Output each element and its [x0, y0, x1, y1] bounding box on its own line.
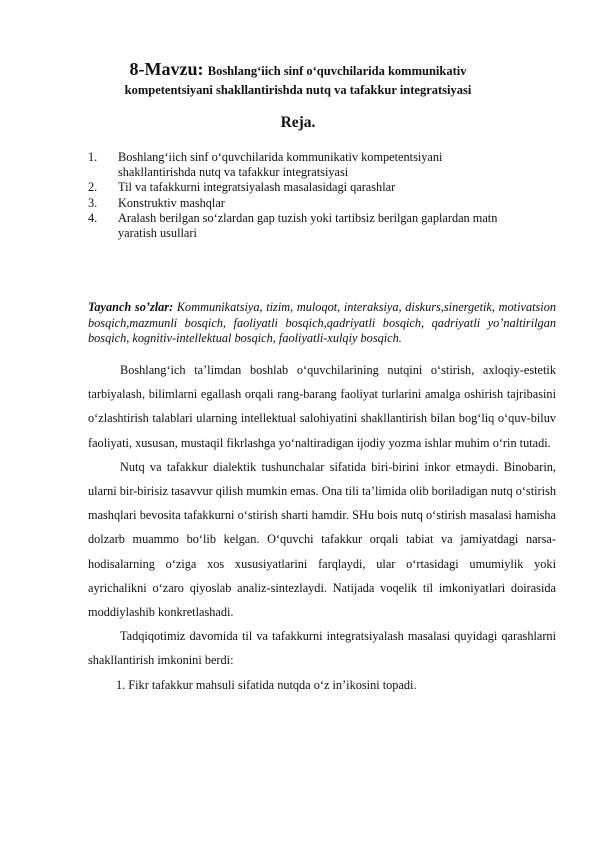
plan-item-text: Til va tafakkurni integratsiyalash masalasidagi qarashlar: [118, 180, 396, 195]
keywords-text: Kommunikatsiya, tizim, muloqot, interaksiya, diskurs,sinergetik, motivatsion bosqich,mazmunli bosqich, faoliyatli bosqich,qadriyatli bosqich, qadriyatli yo’naltirilgan bosqich, kognitiv-intellektual bosqich, faoliyatli-xulqiy bosqich.: [88, 300, 557, 345]
numbered-point: 1. Fikr tafakkur mahsuli sifatida nutqda o‘z in’ikosini topadi.: [116, 677, 417, 692]
plan-item-3: [88, 196, 558, 211]
plan-item-1: [88, 150, 558, 180]
plan-list: [88, 150, 558, 241]
keywords-label: Tayanch so’zlar:: [88, 300, 174, 314]
plan-item-text: yaratish usullari: [118, 226, 197, 241]
plan-item-number: 2.: [88, 180, 98, 195]
topic-number: 8-Mavzu:: [129, 59, 204, 79]
keywords-block: [88, 300, 556, 347]
paragraph: Boshlang‘ich ta’limdan boshlab o‘quvchilarining nutqini o‘stirish, axloqiy-estetik tarbiyalash, bilimlarni egallash orqali rang-barang faoliyat turlarini amalga oshirish tajribasini o‘zlashtirish talablari ularning intellektual salohiyatini shakllantirish bilan bog‘liq o‘quv-biluv faoliyati, xususan, mustaqil fikrlashga yo‘naltiradigan ijodiy yozma ishlar muhim o‘rin tutadi.: [88, 363, 556, 450]
plan-item-text: Aralash berilgan so‘zlardan gap tuzish yoki tartibsiz berilgan gaplardan matn: [118, 210, 498, 225]
plan-item-2: [88, 180, 558, 195]
title-line-1: Boshlang‘iich sinf o‘quvchilarida kommunikativ: [207, 64, 467, 78]
document-title: [80, 60, 516, 100]
paragraph: Tadqiqotimiz davomida til va tafakkurni integratsiyalash masalasi quyidagi qarashlarni shakllantirish imkonini berdi:: [88, 629, 556, 668]
plan-item-text: Konstruktiv mashqlar: [118, 195, 225, 210]
plan-item-4: [88, 211, 558, 241]
plan-item-text: shakllantirishda nutq va tafakkur integratsiyasi: [118, 165, 349, 180]
body-text: [88, 358, 556, 697]
plan-item-text: Boshlang‘iich sinf o‘quvchilarida kommunikativ kompetentsiyani: [118, 150, 443, 164]
title-line-2: kompetentsiyani shakllantirishda nutq va tafakkur integratsiyasi: [124, 83, 472, 97]
paragraph: Nutq va tafakkur dialektik tushunchalar sifatida biri-birini inkor etmaydi. Binobarin, ularni bir-birisiz tasavvur qilish mumkin emas. Ona tili ta’limida olib boriladigan nutq o‘stirish mashqlari bevosita tafakkurni o‘stirish sharti hamdir. SHu bois nutq o‘stirish masalasi hamisha dolzarb muammo bo‘lib kelgan. O‘quvchi tafakkur orqali tabiat va jamiyatdagi narsa-hodisalarning o‘ziga xos xususiyatlarini farqlaydi, ular o‘rtasidagi umumiylik yoki ayrichalikni o‘zaro qiyoslab analiz-sintezlaydi. Natijada voqelik til imkoniyatlari doirasida moddiylashib konkretlashadi.: [88, 459, 556, 620]
plan-item-number: 3.: [88, 195, 98, 210]
plan-item-number: 4.: [88, 210, 98, 225]
plan-heading: Reja.: [280, 114, 316, 131]
plan-item-number: 1.: [88, 150, 98, 164]
